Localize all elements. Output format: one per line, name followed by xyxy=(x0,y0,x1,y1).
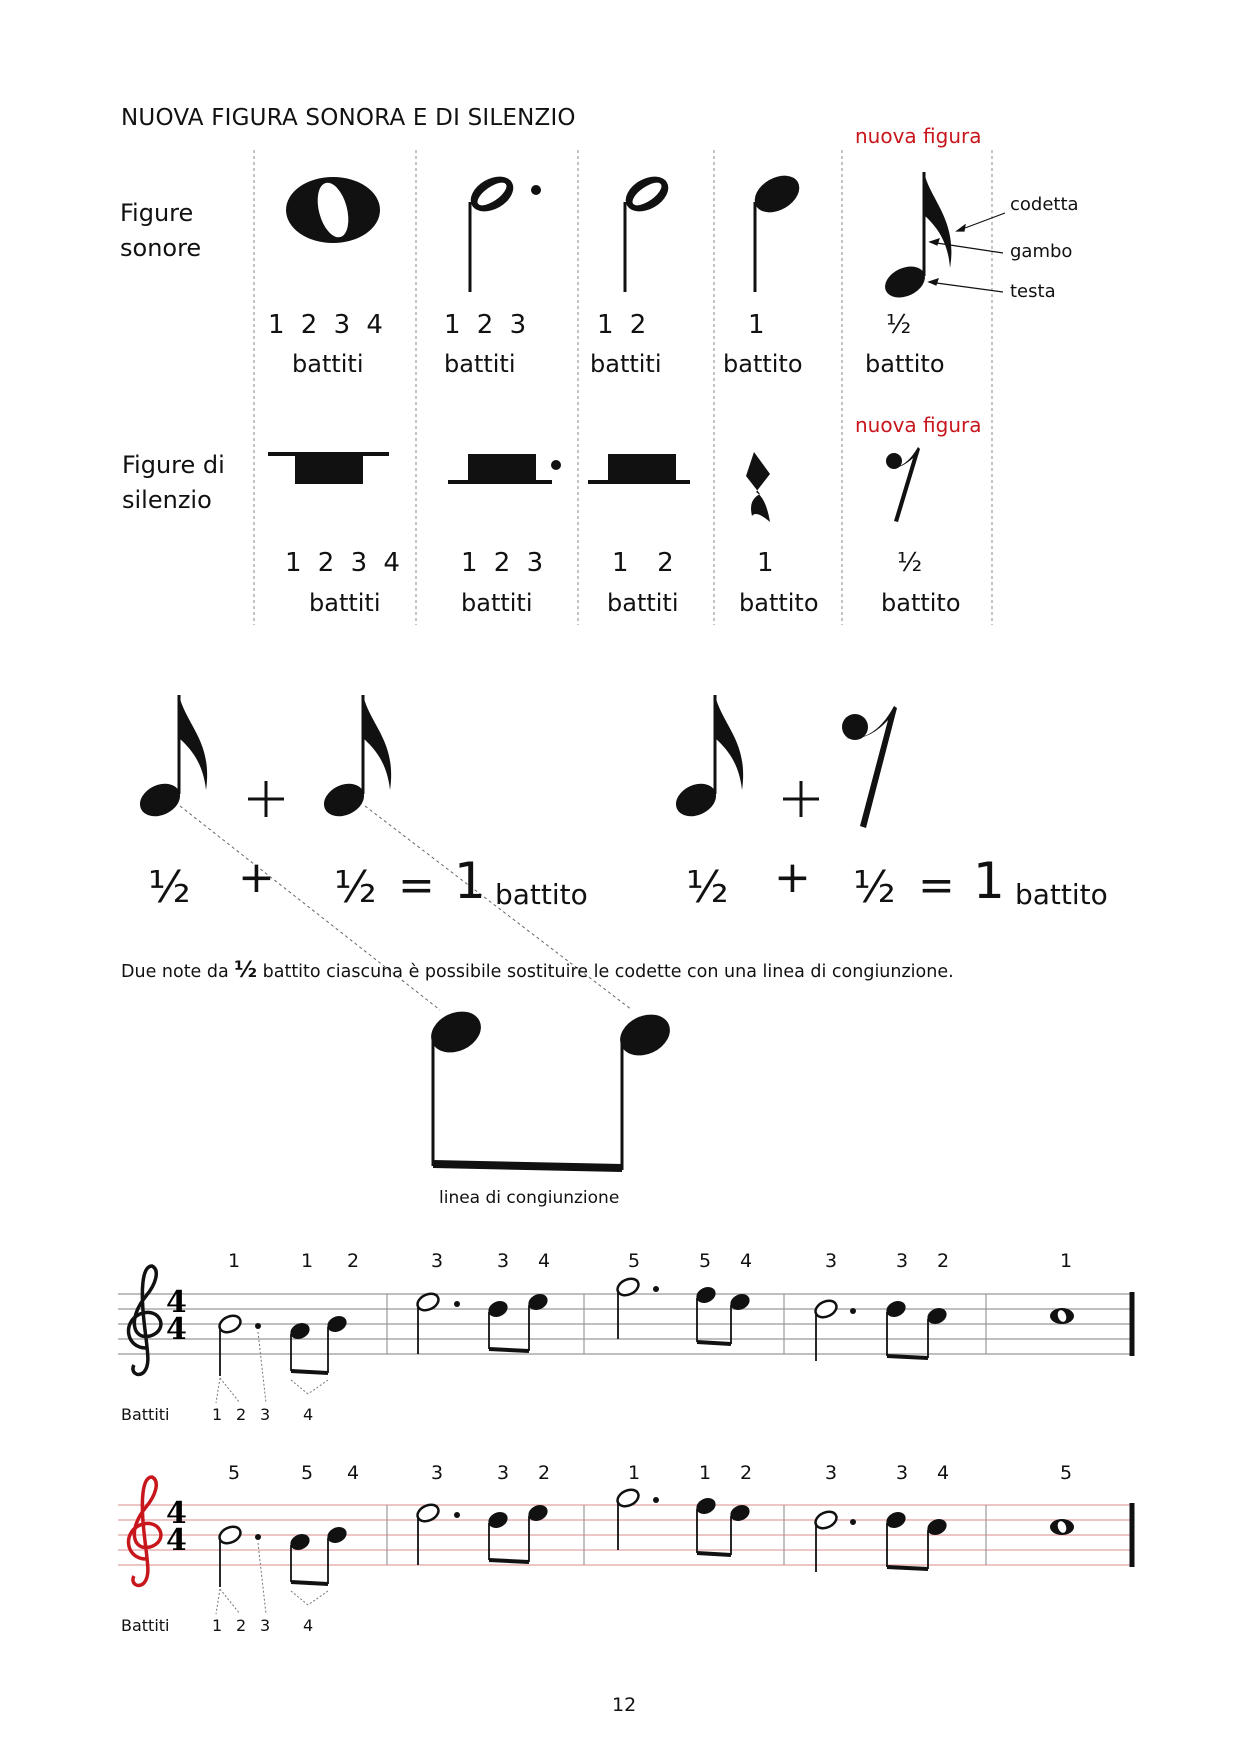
beat-marker: 2 xyxy=(236,1405,247,1424)
dot xyxy=(850,1519,856,1525)
count-number: 4 xyxy=(937,1462,950,1484)
count-number: 3 xyxy=(825,1462,838,1484)
whole-rest-icon xyxy=(268,454,389,484)
beats-sound-3: battiti xyxy=(590,350,662,378)
eq2-unit: battito xyxy=(1015,878,1108,911)
beats-rest-2: battiti xyxy=(461,589,533,617)
count-number: 1 xyxy=(699,1462,712,1484)
dotted-half-rest-icon xyxy=(448,454,561,482)
count-number: 4 xyxy=(347,1462,360,1484)
eq1-half-b: ½ xyxy=(334,862,377,913)
label-stem: gambo xyxy=(1010,241,1073,262)
dot xyxy=(454,1301,460,1307)
beamed-eighth-notes-icon xyxy=(424,1004,676,1172)
plus-icon xyxy=(248,781,284,817)
eq2-equals: = xyxy=(918,860,955,911)
count-sound-1: 1 2 3 4 xyxy=(268,310,387,340)
beat-marker: 4 xyxy=(303,1405,314,1424)
half-note-icon xyxy=(620,170,675,292)
quarter-rest-icon xyxy=(746,452,770,522)
count-number: 5 xyxy=(628,1250,641,1272)
count-rest-1: 1 2 3 4 xyxy=(285,548,404,578)
eq2-half-b: ½ xyxy=(853,862,896,913)
count-number: 5 xyxy=(699,1250,712,1272)
count-number: 3 xyxy=(825,1250,838,1272)
count-guide xyxy=(308,1591,328,1605)
beat-marker: 2 xyxy=(236,1616,247,1635)
beam xyxy=(887,1567,928,1569)
row-label-rest: Figure di silenzio xyxy=(122,451,225,514)
count-guide xyxy=(220,1378,240,1403)
count-sound-3: 1 2 xyxy=(597,310,651,340)
count-rest-3: 1 2 xyxy=(612,548,678,578)
plus-icon xyxy=(783,781,819,817)
beats-rest-1: battiti xyxy=(309,589,381,617)
time-signature-bottom: 4 xyxy=(166,1312,187,1347)
count-number: 3 xyxy=(431,1462,444,1484)
count-number: 5 xyxy=(228,1462,241,1484)
count-rest-2: 1 2 3 xyxy=(461,548,548,578)
treble-clef-icon xyxy=(129,1266,161,1374)
beats-sound-4: battito xyxy=(723,350,803,378)
beat-marker: 3 xyxy=(260,1616,271,1635)
page-number: 12 xyxy=(612,1694,637,1716)
count-number: 3 xyxy=(431,1250,444,1272)
eq2-one: 1 xyxy=(973,852,1005,910)
label-head: testa xyxy=(1010,281,1056,302)
count-number: 4 xyxy=(538,1250,551,1272)
eighth-note-icon xyxy=(319,695,392,822)
time-signature-top: 4 xyxy=(166,1496,187,1531)
beats-sound-5: battito xyxy=(865,350,945,378)
eq1-half-a: ½ xyxy=(148,862,191,913)
dot xyxy=(255,1323,261,1329)
beam xyxy=(697,1553,731,1555)
dot xyxy=(653,1286,659,1292)
count-sound-4: 1 xyxy=(748,310,769,340)
count-number: 5 xyxy=(1060,1462,1073,1484)
count-guide xyxy=(220,1589,240,1614)
whole-note-icon xyxy=(286,177,380,243)
eighth-rest-icon xyxy=(886,447,920,522)
page-title: NUOVA FIGURA SONORA E DI SILENZIO xyxy=(121,105,576,131)
beam xyxy=(489,1560,529,1562)
beats-sound-2: battiti xyxy=(444,350,516,378)
beat-marker: 3 xyxy=(260,1405,271,1424)
beam xyxy=(697,1342,731,1344)
time-signature-bottom: 4 xyxy=(166,1523,187,1558)
eighth-note-icon xyxy=(671,695,744,822)
eq1-unit: battito xyxy=(495,878,588,911)
beats-rest-5: battito xyxy=(881,589,961,617)
count-number: 1 xyxy=(301,1250,314,1272)
beat-marker: 4 xyxy=(303,1616,314,1635)
beam xyxy=(291,1371,328,1373)
beats-label-2: Battiti xyxy=(121,1616,170,1635)
time-signature-top: 4 xyxy=(166,1285,187,1320)
count-number: 3 xyxy=(896,1462,909,1484)
count-guide xyxy=(291,1591,308,1605)
count-number: 2 xyxy=(538,1462,551,1484)
count-sound-5: ½ xyxy=(886,310,916,340)
eq1-equals: = xyxy=(398,860,435,911)
count-number: 5 xyxy=(301,1462,314,1484)
beats-rest-3: battiti xyxy=(607,589,679,617)
count-number: 1 xyxy=(628,1462,641,1484)
count-number: 2 xyxy=(937,1250,950,1272)
treble-clef-icon xyxy=(129,1477,161,1585)
beam xyxy=(887,1356,928,1358)
beats-sound-1: battiti xyxy=(292,350,364,378)
eq1-one: 1 xyxy=(454,852,486,910)
eighth-rest-icon xyxy=(842,706,897,828)
count-number: 1 xyxy=(228,1250,241,1272)
half-rest-icon xyxy=(588,454,690,482)
beat-marker: 1 xyxy=(212,1616,223,1635)
count-number: 1 xyxy=(1060,1250,1073,1272)
count-number: 3 xyxy=(896,1250,909,1272)
count-number: 2 xyxy=(740,1462,753,1484)
count-rest-4: 1 xyxy=(757,548,778,578)
count-number: 4 xyxy=(740,1250,753,1272)
beam xyxy=(489,1349,529,1351)
eq1-plus: + xyxy=(238,852,275,903)
eighth-note-icon xyxy=(135,695,208,822)
count-sound-2: 1 2 3 xyxy=(444,310,531,340)
eq2-plus: + xyxy=(774,852,811,903)
new-figure-label: nuova figura xyxy=(855,124,982,148)
new-figure-label: nuova figura xyxy=(855,413,982,437)
beam-label: linea di congiunzione xyxy=(439,1188,620,1208)
explanation-text: Due note da ½ battito ciascuna è possibile sostituire le codette con una linea di congiunzione. xyxy=(121,958,954,983)
count-guide xyxy=(216,1378,220,1403)
count-guide xyxy=(308,1380,328,1394)
dot xyxy=(454,1512,460,1518)
dot xyxy=(850,1308,856,1314)
count-guide xyxy=(291,1380,308,1394)
beam xyxy=(291,1582,328,1584)
dotted-half-note-icon xyxy=(465,170,541,292)
dot xyxy=(653,1497,659,1503)
eq2-half-a: ½ xyxy=(686,862,729,913)
staff-notes xyxy=(216,1276,1074,1614)
count-guide xyxy=(258,1543,266,1614)
count-number: 2 xyxy=(347,1250,360,1272)
count-rest-5: ½ xyxy=(897,548,927,578)
row-label-sound: Figure sonore xyxy=(120,199,202,262)
beats-rest-4: battito xyxy=(739,589,819,617)
count-number: 3 xyxy=(497,1250,510,1272)
count-guide xyxy=(216,1589,220,1614)
beat-marker: 1 xyxy=(212,1405,223,1424)
quarter-note-icon xyxy=(748,168,806,292)
beats-label-1: Battiti xyxy=(121,1405,170,1424)
count-number: 3 xyxy=(497,1462,510,1484)
dot xyxy=(255,1534,261,1540)
label-tail: codetta xyxy=(1010,194,1079,215)
count-guide xyxy=(258,1332,266,1403)
